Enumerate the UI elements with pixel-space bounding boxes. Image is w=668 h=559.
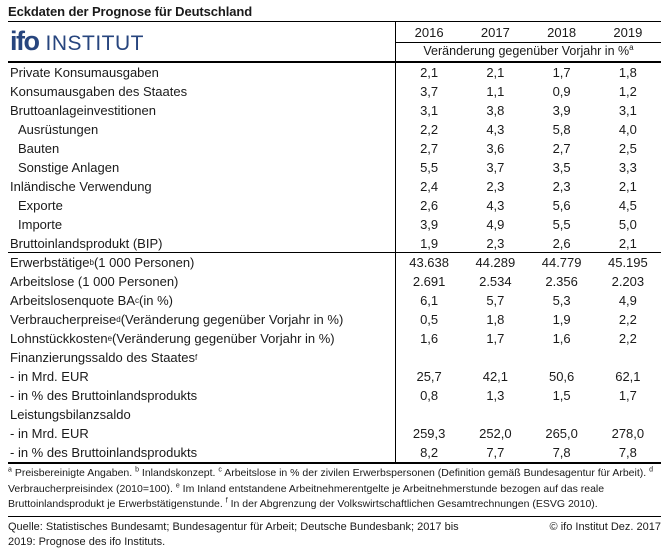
row-label (8, 139, 396, 158)
value-cell-2016: 2,4 (420, 179, 439, 194)
value-cell-2017: 1,7 (486, 331, 505, 346)
table-row (8, 101, 661, 120)
value-cell-2017: 2.534 (479, 274, 512, 289)
table-row (8, 196, 661, 215)
value-cell-2016: 2,2 (420, 122, 439, 137)
row-label (8, 196, 396, 215)
value-cell-2016 (396, 348, 462, 367)
value-cell-2019: 45.195 (607, 255, 648, 270)
value-cell-2019: 3,1 (618, 103, 637, 118)
table-row (8, 291, 661, 310)
row-label-text: - in Mrd. EUR (10, 426, 89, 441)
value-cell-2018: 1,5 (552, 388, 571, 403)
value-cell-2017: 3,6 (486, 141, 505, 156)
value-cell-2018: 0,9 (552, 84, 571, 99)
footnote-marker: a (8, 466, 12, 474)
source-band (8, 517, 661, 550)
table-row (8, 177, 661, 196)
year-header-2018: 2018 (547, 25, 577, 40)
value-cell-2019: 62,1 (615, 369, 641, 384)
table-body (8, 63, 661, 462)
institut-logo-text: INSTITUT (45, 32, 144, 55)
ifo-logo-wordmark: ifo (10, 26, 39, 56)
value-cell-2016: 3,1 (420, 103, 439, 118)
table-row (8, 329, 661, 348)
logo-area (8, 22, 396, 61)
value-cell-2018: 1,9 (552, 312, 571, 327)
value-cell-2017: 2,1 (486, 65, 505, 80)
value-cell-2016: 3,9 (420, 217, 439, 232)
row-label-text: Importe (18, 217, 63, 232)
value-cell-2018: 5,5 (552, 217, 571, 232)
year-header-area (396, 22, 661, 61)
table-row (8, 139, 661, 158)
row-label-text: Arbeitslose (1 000 Personen) (10, 274, 179, 289)
value-cell-2016: 1,6 (420, 331, 439, 346)
row-label-text: Exporte (18, 198, 63, 213)
table-row (8, 348, 661, 367)
table-row (8, 63, 661, 82)
value-cell-2018 (529, 348, 595, 367)
value-cell-2017: 4,9 (486, 217, 505, 232)
table-row (8, 120, 661, 139)
row-label-text: Sonstige Anlagen (18, 160, 120, 175)
value-cell-2018: 2.356 (545, 274, 578, 289)
value-cell-2016: 43.638 (409, 255, 449, 270)
value-cell-2017: 42,1 (482, 369, 509, 384)
value-cell-2016: 0,8 (420, 388, 439, 403)
table-row (8, 367, 661, 386)
row-label (8, 158, 396, 177)
value-cell-2019: 1,8 (618, 65, 637, 80)
value-cell-2017: 1,1 (486, 84, 505, 99)
value-cell-2016: 6,1 (420, 293, 439, 308)
row-label (8, 386, 396, 405)
row-label (8, 177, 396, 196)
value-cell-2018: 2,3 (552, 179, 571, 194)
row-label: Finanzierungssaldo des Staates f (8, 348, 396, 367)
row-label-text: Arbeitslosenquote BA (10, 293, 136, 308)
value-cell-2018: 7,8 (552, 445, 571, 460)
row-label-suffix: (in %) (139, 293, 173, 308)
value-cell-2017: 4,3 (486, 122, 505, 137)
value-cell-2017: 7,7 (486, 445, 505, 460)
value-cell-2018: 265,0 (545, 426, 578, 441)
value-cell-2016: 3,7 (420, 84, 439, 99)
row-label (8, 82, 396, 101)
value-cell-2018: 1,7 (552, 65, 571, 80)
row-label: Lohnstückkosten e (Veränderung gegenüber Vorjahr in %) (8, 329, 396, 348)
value-cell-2016: 259,3 (412, 426, 446, 441)
table-row (8, 443, 661, 462)
row-label (8, 443, 396, 462)
year-header-row (396, 22, 661, 43)
footnotes: $^a$ Preisbereinigte Angaben. $^b$ Inlandskonzept. $^c$ Arbeitslose in % der zivilen Erwerbspersonen (Definition gemäß Bundesagentur für Arbeit). $^d$ Verbraucherpreisindex (2010=100). $^e$ Im Inland entstandene Arbeitnehmerentgelte je Arbeitnehmerstunde bezogen auf das reale Bruttoinlandsprodukt je Erwerbstätigenstunde. $^f$ In der Abgrenzung der Volkswirtschaftlichen Gesamtrechnungen (ESVG 2010). (8, 466, 653, 510)
value-cell-2018: 50,6 (548, 369, 575, 384)
row-label: Arbeitslosenquote BA c (in %) (8, 291, 396, 310)
row-label (8, 215, 396, 234)
table-row (8, 234, 661, 253)
value-cell-2019: 2,1 (618, 179, 637, 194)
row-label (8, 272, 396, 291)
unit-subtitle-text: Veränderung gegenüber Vorjahr in % (423, 44, 630, 58)
value-cell-2018: 5,3 (552, 293, 571, 308)
table-row (8, 310, 661, 329)
footnote-marker: f (225, 497, 228, 505)
value-cell-2019 (595, 348, 661, 367)
row-label-text: Finanzierungssaldo des Staates (10, 350, 196, 365)
row-label-text: - in Mrd. EUR (10, 369, 89, 384)
value-cell-2019: 3,3 (618, 160, 637, 175)
value-cell-2019: 2,2 (618, 331, 637, 346)
year-header-2016: 2016 (414, 25, 444, 40)
value-cell-2019: 2,2 (618, 312, 637, 327)
value-cell-2016: 1,9 (420, 235, 439, 251)
table-row (8, 215, 661, 234)
value-cell-2017: 2,3 (486, 235, 505, 251)
value-cell-2019: 2,1 (618, 235, 637, 251)
value-cell-2019: 2.203 (611, 274, 645, 289)
row-label-text: Lohnstückkosten (10, 331, 108, 346)
value-cell-2017: 44.289 (475, 255, 516, 270)
row-label-text: Leistungsbilanzsaldo (10, 407, 131, 422)
row-label-text: Bruttoanlageinvestitionen (10, 103, 156, 118)
value-cell-2017: 3,7 (486, 160, 505, 175)
value-cell-2019: 4,5 (618, 198, 637, 213)
table-header (8, 22, 661, 61)
row-label: Verbraucherpreise d (Veränderung gegenüber Vorjahr in %) (8, 310, 396, 329)
row-label-text: - in % des Bruttoinlandsprodukts (10, 445, 198, 460)
value-cell-2016: 2,7 (420, 141, 439, 156)
value-cell-2016: 25,7 (416, 369, 442, 384)
value-cell-2018: 44.779 (541, 255, 582, 270)
row-label-text: Bauten (18, 141, 60, 156)
value-cell-2019: 4,9 (618, 293, 637, 308)
value-cell-2016: 2.691 (412, 274, 446, 289)
year-header-2017: 2017 (480, 25, 510, 40)
row-label (8, 120, 396, 139)
row-label-text: Inländische Verwendung (10, 179, 152, 194)
ifo-institut-logo (10, 26, 144, 57)
row-label-suffix: (Veränderung gegenüber Vorjahr in %) (120, 312, 344, 327)
table-row (8, 424, 661, 443)
value-cell-2018: 2,7 (552, 141, 571, 156)
value-cell-2016: 2,6 (420, 198, 439, 213)
value-cell-2016: 8,2 (420, 445, 439, 460)
page-title: Eckdaten der Prognose für Deutschland (8, 4, 253, 19)
value-cell-2016 (396, 405, 462, 424)
row-label-suffix: (Veränderung gegenüber Vorjahr in %) (112, 331, 335, 346)
value-cell-2017: 5,7 (486, 293, 505, 308)
value-cell-2017: 2,3 (486, 179, 505, 194)
source-text: Quelle: Statistisches Bundesamt; Bundesagentur für Arbeit; Deutsche Bundesbank; 2017 bis 2019: Prognose des ifo Instituts. (8, 520, 459, 548)
table-row (8, 82, 661, 101)
row-label-text: - in % des Bruttoinlandsprodukts (10, 388, 198, 403)
value-cell-2016: 5,5 (420, 160, 439, 175)
row-label: Erwerbstätige b (1 000 Personen) (8, 253, 396, 272)
value-cell-2019: 4,0 (618, 122, 637, 137)
value-cell-2018 (529, 405, 595, 424)
row-label-text: Verbraucherpreise (10, 312, 117, 327)
copyright-text: © ifo Institut Dez. 2017 (549, 520, 661, 533)
value-cell-2017: 4,3 (486, 198, 505, 213)
row-label (8, 234, 396, 252)
footnote-marker: e (175, 482, 180, 489)
table-row (8, 253, 661, 272)
value-cell-2019: 1,2 (618, 84, 637, 99)
row-label-suffix: (1 000 Personen) (93, 255, 195, 270)
footnote-marker: c (218, 466, 222, 474)
year-header-2019: 2019 (613, 25, 643, 40)
row-label (8, 63, 396, 82)
value-cell-2019: 278,0 (611, 426, 645, 441)
value-cell-2018: 3,9 (552, 103, 571, 118)
value-cell-2017: 1,8 (486, 312, 505, 327)
value-cell-2017 (462, 405, 528, 424)
footnote-marker: d (649, 466, 653, 474)
table-row (8, 386, 661, 405)
unit-subtitle (396, 43, 661, 60)
value-cell-2019: 7,8 (618, 445, 637, 460)
value-cell-2019: 1,7 (618, 388, 637, 403)
value-cell-2018: 5,8 (552, 122, 571, 137)
value-cell-2019 (595, 405, 661, 424)
value-cell-2017: 3,8 (486, 103, 505, 118)
value-cell-2017: 252,0 (479, 426, 512, 441)
table-row (8, 158, 661, 177)
row-label (8, 367, 396, 386)
value-cell-2019: 2,5 (618, 141, 637, 156)
row-label-text: Erwerbstätige (10, 255, 90, 270)
footnote-marker: b (135, 466, 139, 474)
value-cell-2016: 0,5 (420, 312, 439, 327)
value-cell-2018: 1,6 (552, 331, 571, 346)
value-cell-2017 (462, 348, 528, 367)
table-row (8, 405, 661, 424)
row-label (8, 101, 396, 120)
value-cell-2017: 1,3 (486, 388, 505, 403)
row-label (8, 424, 396, 443)
row-label-text: Ausrüstungen (18, 122, 99, 137)
value-cell-2018: 5,6 (552, 198, 571, 213)
unit-subtitle-footnote-ref: a (629, 42, 634, 52)
row-label-text: Private Konsumausgaben (10, 65, 159, 80)
row-label-text: Konsumausgaben des Staates (10, 84, 188, 99)
value-cell-2018: 3,5 (552, 160, 571, 175)
value-cell-2018: 2,6 (552, 235, 571, 251)
row-label-text: Bruttoinlandsprodukt (BIP) (10, 235, 163, 251)
value-cell-2019: 5,0 (618, 217, 637, 232)
value-cell-2016: 2,1 (420, 65, 439, 80)
table-row (8, 272, 661, 291)
row-label (8, 405, 396, 424)
